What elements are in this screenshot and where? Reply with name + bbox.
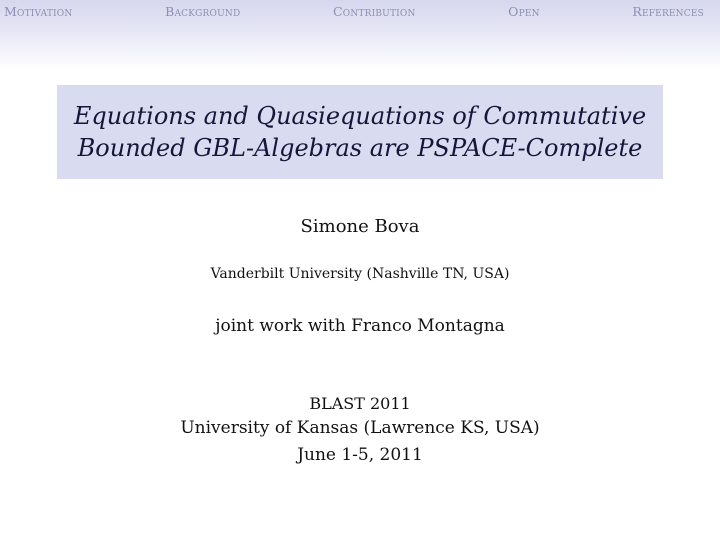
event-name: BLAST 2011 xyxy=(309,394,411,413)
section-nav-list xyxy=(0,0,720,22)
nav-item-references[interactable]: References xyxy=(632,3,704,19)
slide-title-line-1: Equations and Quasiequations of Commutative xyxy=(73,102,647,130)
author-name: Simone Bova xyxy=(300,216,420,237)
event-dates: June 1-5, 2011 xyxy=(297,445,423,465)
author-affiliation: Vanderbilt University (Nashville TN, USA) xyxy=(210,266,510,282)
section-navigation-bar xyxy=(0,0,720,70)
event-location: University of Kansas (Lawrence KS, USA) xyxy=(180,418,540,438)
nav-item-motivation[interactable]: Motivation xyxy=(4,3,73,19)
nav-item-background[interactable]: Background xyxy=(165,3,241,19)
slide-title-line-2: Bounded GBL-Algebras are PSPACE-Complete xyxy=(77,134,643,162)
joint-work-note: joint work with Franco Montagna xyxy=(215,316,505,336)
nav-item-contribution[interactable]: Contribution xyxy=(333,3,416,19)
slide-title-box xyxy=(57,85,663,179)
nav-item-open[interactable]: Open xyxy=(508,3,540,19)
